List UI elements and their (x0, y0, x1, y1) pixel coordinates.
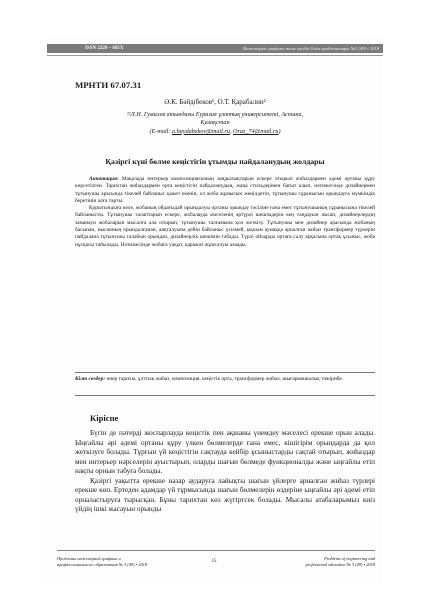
section-heading-intro: Кіріспе (90, 413, 119, 423)
footer-journal-ru (57, 556, 177, 568)
article-title: Қазіргі күні бөлме кеңістігін ұтымды пайдаланудың жолдары (105, 157, 325, 166)
keywords-text: өнер тарихы, ұлттық жиһаз, композиция, кеңістік орта, трансформер жиһаз, шығармашылық тәжірибе. (106, 376, 344, 382)
abstract-text-1: Мақалада интерьер композициясының заңдылықтарын ескере отырып жиһаздармен әдемі ортаны құру көрсетілген. Тарихтан жиһаздармен орта кеңістігін пайдаланудың, жаңа стильдерінен бағыт алып, нәтижесінде дизайнермен тұтынушы арасында тікелей байланыс қажет екенін, ол жоба жұмысын жеңілдетіп, тұтынушы сұранысын орындауға мүмкіндік беретінін алға тарты. (75, 176, 375, 204)
footer-rule (57, 550, 375, 551)
keywords (75, 376, 375, 383)
abstract-paragraph-2: Қорытындыға келе, жобаның ойдағыдай орындалуы ортаны орындау тәсіліне ғана емес тұтынушының сұранысына тікелей байланысты. Тұтынушы талаптарын ескере, жобалауда мәселенің әртүрлі шешімдерін кең таңдауын жасап, дизайнерлердің заманауи жобаларын мысалға ала отырып, тұтынушы талғамына қол жеткізу. Тұтынушы мен дизайнер арасында жобаның басынан, нысанның орындалғанан, аяқталуына дейін байланыс үзілмей, ықшам аумаққа арналған жиһаз трансформер түрлерін пайдалана тұтынушы талабын орындап, дизайнерлік шешімін табады. Түрлі ойларды ортаға салу арқасына ортақ ұсыныс, жоба нұсқасы табылады. Нәтижесінде жобаға уақыт, қаражат жұмсалуы азаяды. (75, 205, 375, 248)
authors: Ә.К. Бәйдібеков¹, О.Т. Қарабалин² (164, 98, 266, 106)
udc-code: МРНТИ 67.07.31 (75, 80, 142, 90)
abstract-paragraph-1 (75, 176, 375, 205)
affiliation (77, 111, 353, 136)
email-link-2[interactable]: Oraz_74@mail.ru (233, 127, 279, 135)
email-separator: , (229, 127, 234, 135)
journal-page (47, 36, 383, 584)
journal-header-title: Инженерлік графика және кәсіби білім проблемалары №3 (49) • 2018 (242, 46, 379, 51)
issn-label: ISSN 2220 – 685X (85, 46, 124, 51)
footer-journal-en (259, 556, 375, 568)
footer-right-line-1: Problems of engineering and (324, 556, 375, 561)
abstract (75, 176, 375, 249)
affiliation-emails (77, 128, 353, 136)
footer-right-line-2: professional education № 3 (49) • 2018 (305, 562, 375, 567)
keywords-label: Кілт сөздер: (75, 376, 106, 382)
footer-left-line-2: профессионального образования № 3 (49) • 2018 (57, 562, 148, 567)
email-prefix: (E-mail: (149, 127, 172, 135)
intro-paragraph-1: Бүгін де пәтерді жоспарлауда кеңістік пен ақшаны үнемдеу мәселесі ерекше орын алады. Ыңғайлы әрі әдемі ортаны құру үлкен бөлмелерде ғана емес, кішігірім орындарда да қол жеткізуге болады. Тұрғын үй кеңістігін сақтауда кейбір ұсыныстарды сақтай отырып, жиһаздар мен интерьер нәрселерін ауыстырып, оларды шағын бөлмеде функционалды және ыңғайлы етіп нақты орнын табуға болады. (75, 429, 375, 475)
footer-left-line-1: Проблемы инженерной графики и (57, 556, 121, 561)
header-divider (47, 55, 383, 56)
email-link-1[interactable]: a.baydabekov@mail.ru (172, 127, 230, 135)
email-suffix: ) (278, 127, 281, 135)
page-number: 15 (211, 559, 217, 564)
keywords-bottom-rule (75, 395, 375, 396)
intro-body (75, 429, 375, 515)
intro-paragraph-2: Қазіргі уақытта ерекше назар аударуға лайықты шағын үйлерге арналған жиһаз түрлері ерекше көп. Ертеден адамдар үй тұрмысында шағын бөлмелерін өздеріне ыңғайлы әрі әдемі етіп орналастыруға тырысқан. Бұны тарихтан көз жүгіртсек болады. Мысалы атабаларымыз киіз үйдің ішкі жасауын орынды (75, 476, 375, 513)
abstract-label: Аннотация: (89, 176, 119, 182)
affiliation-country: Қазақстан (200, 119, 230, 127)
affiliation-line: ¹²Л.Н. Гумилев атындағы Еуразия ұлттық университеті, Астана, (126, 111, 304, 118)
keywords-top-rule (75, 372, 375, 373)
